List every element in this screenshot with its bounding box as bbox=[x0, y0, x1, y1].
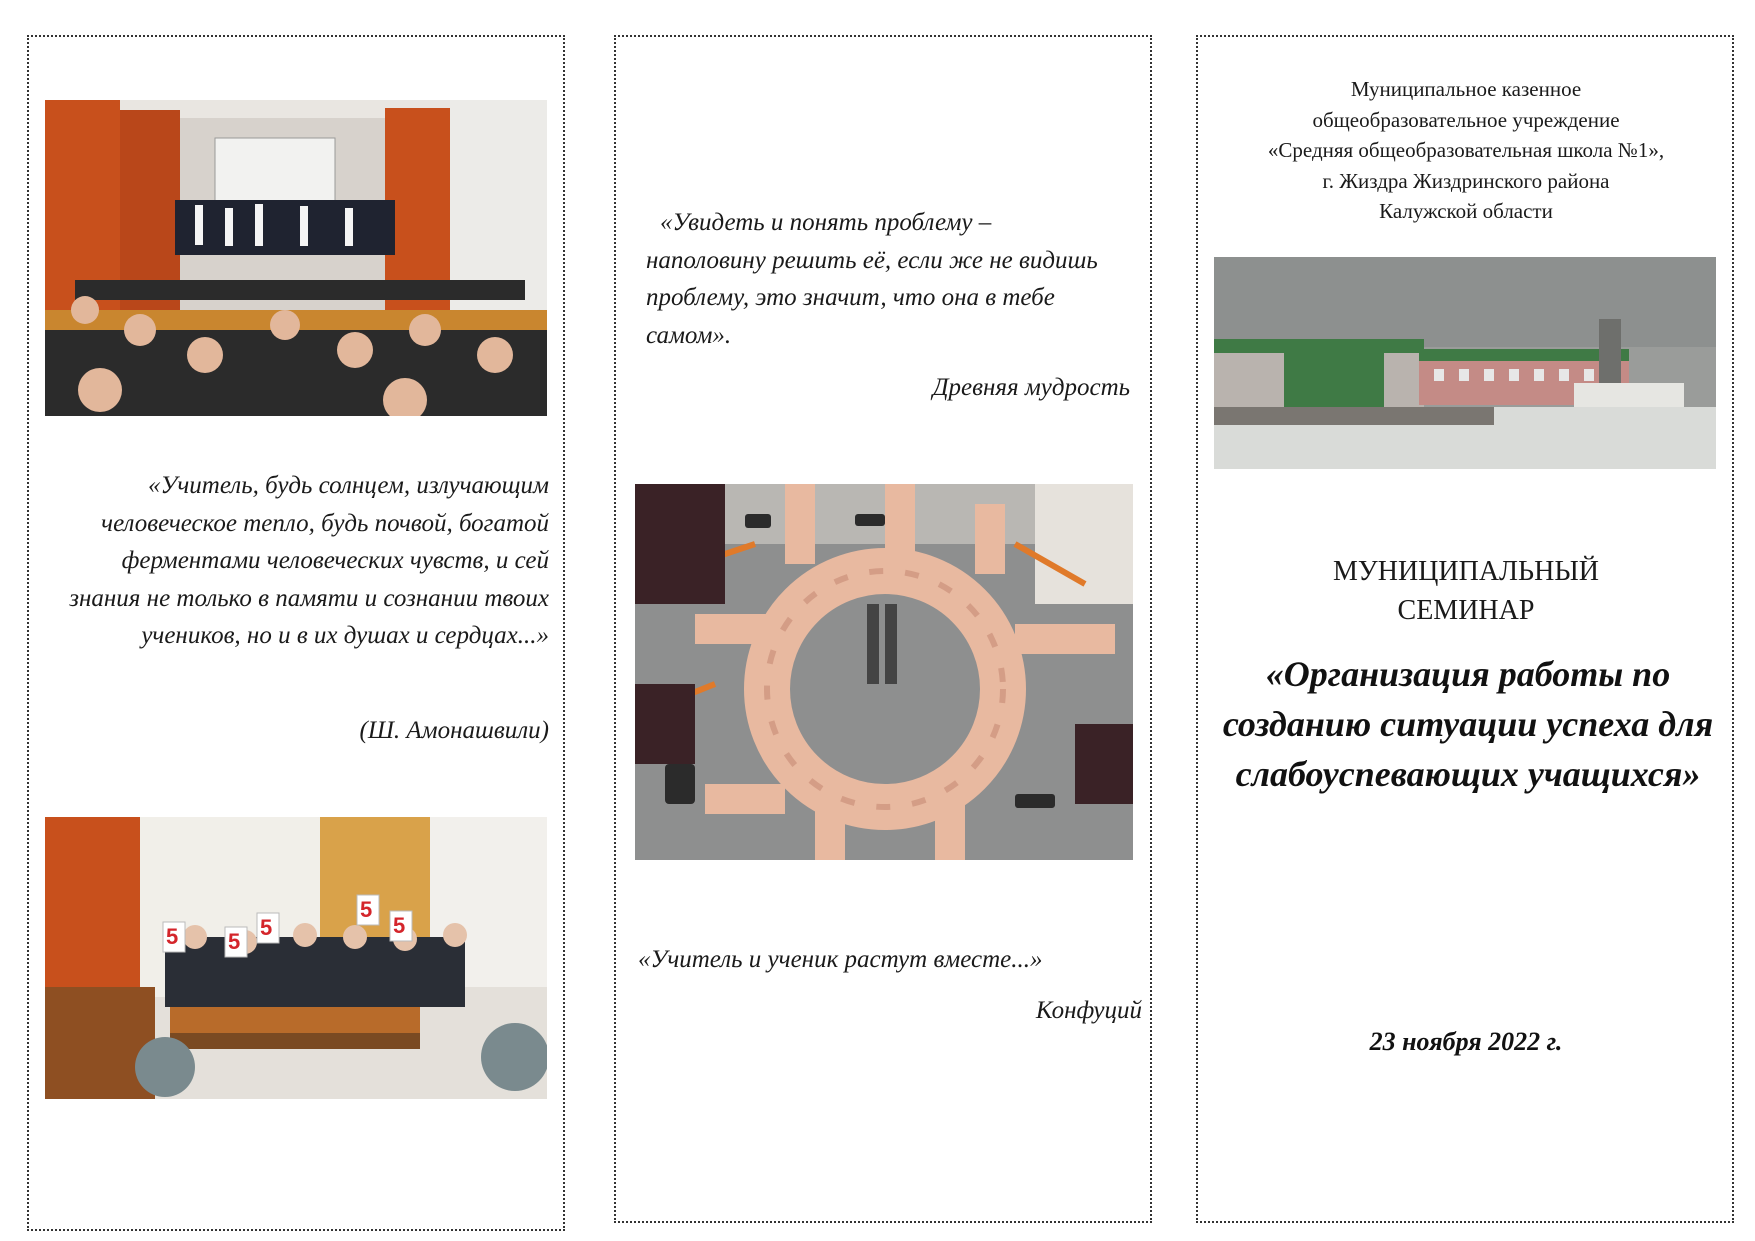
amonashvili-quote: «Учитель, будь солнцем, излучающим человеческое тепло, будь почвой, богатой ферментами человеческих чувств, и сей знания не только в памяти и сознании твоих учеников, но и в их душах и сердцах...» bbox=[69, 472, 549, 649]
institution-line: Муниципальное казенное bbox=[1350, 77, 1582, 101]
seminar-date: 23 ноября 2022 г. bbox=[1369, 1027, 1563, 1056]
score-card-3: 5 bbox=[260, 915, 273, 940]
seminar-type-line: МУНИЦИПАЛЬНЫЙ bbox=[1333, 556, 1599, 587]
institution-line: «Средняя общеобразовательная школа №1», bbox=[1267, 138, 1665, 162]
ancient-wisdom-author: Древняя мудрость bbox=[932, 374, 1130, 401]
confucius-author: Конфуций bbox=[1035, 997, 1142, 1024]
hands-circle-photo bbox=[635, 484, 1133, 860]
right-panel bbox=[1196, 35, 1734, 1223]
institution-line: Калужской области bbox=[1379, 199, 1553, 223]
score-card-1: 5 bbox=[166, 924, 179, 949]
score-card-2: 5 bbox=[228, 929, 241, 954]
school-concert-photo bbox=[45, 100, 547, 416]
ancient-wisdom-quote: «Увидеть и понять проблему – наполовину решить её, если же не видишь проблему, это значит, что она в тебе самом». bbox=[646, 209, 1098, 349]
seminar-type-line: СЕМИНАР bbox=[1397, 595, 1535, 626]
school-building-photo bbox=[1214, 257, 1716, 469]
amonashvili-author: (Ш. Амонашвили) bbox=[359, 717, 549, 744]
left-panel bbox=[27, 35, 565, 1231]
institution-name bbox=[1208, 74, 1724, 227]
student-jury-photo bbox=[45, 817, 547, 1099]
score-card-5: 5 bbox=[393, 913, 406, 938]
seminar-title: «Организация работы по созданию ситуации успеха для слабоуспевающих учащихся» bbox=[1222, 654, 1714, 794]
middle-panel bbox=[614, 35, 1152, 1223]
institution-line: общеобразовательное учреждение bbox=[1312, 107, 1620, 132]
score-card-4: 5 bbox=[360, 897, 373, 922]
confucius-quote: «Учитель и ученик растут вместе...» bbox=[638, 946, 1043, 973]
seminar-type bbox=[1208, 552, 1724, 630]
institution-line: г. Жиздра Жиздринского района bbox=[1322, 168, 1610, 193]
